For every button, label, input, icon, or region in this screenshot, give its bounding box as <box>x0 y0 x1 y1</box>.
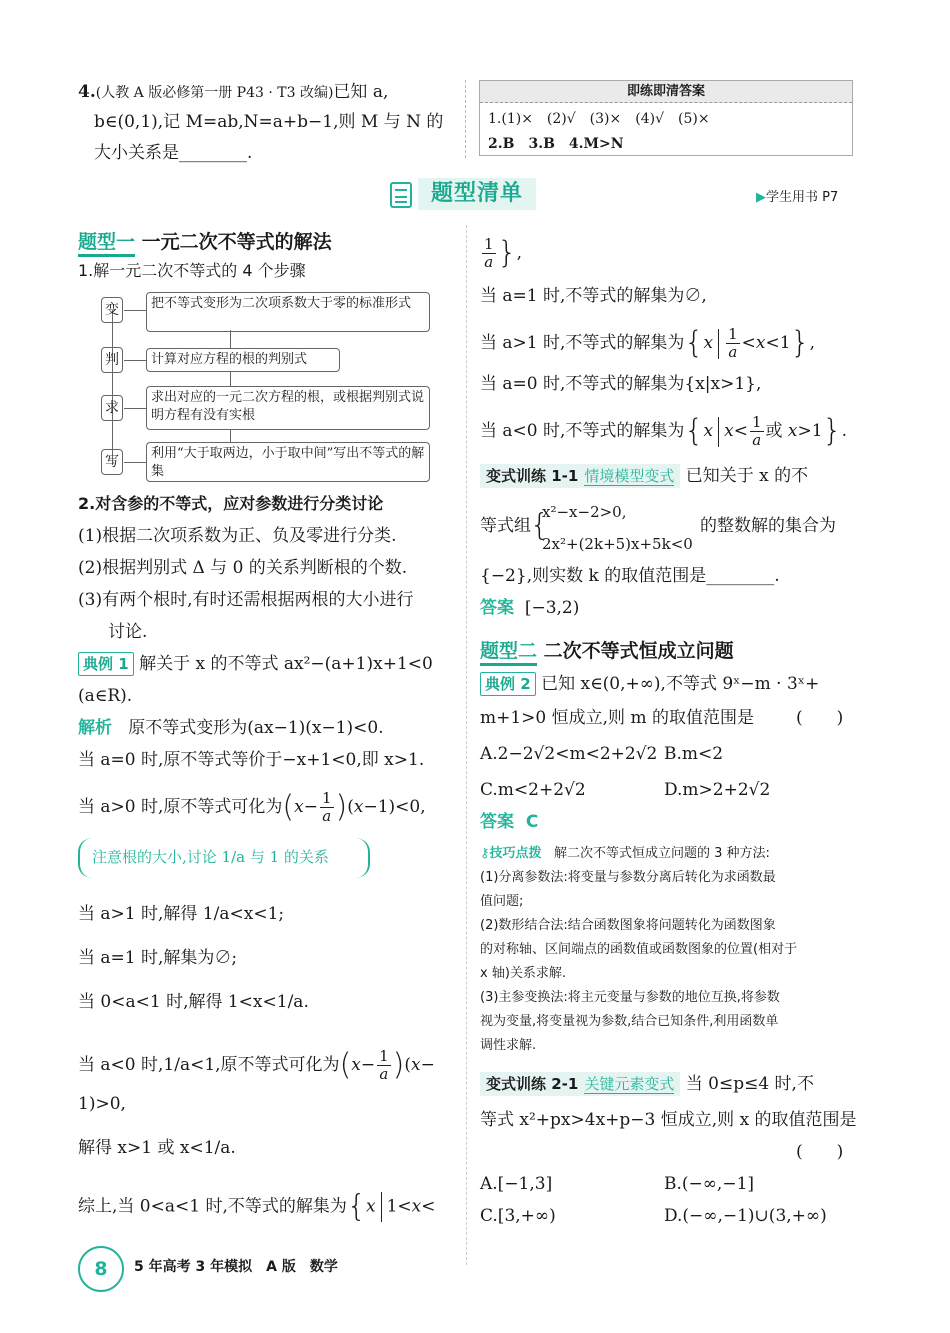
param-item-2: (2)根据判别式 Δ 与 0 的关系判断根的个数. <box>78 558 408 578</box>
v11-label: 变式训练 1-1 情境模型变式 <box>480 464 680 488</box>
ex1-case-aneg-cont: 1)>0, <box>78 1094 126 1114</box>
flow-step-3: 求出对应的一元二次方程的根，或根据判别式说明方程有没有实根 <box>146 386 430 430</box>
right-case-a1: 当 a=1 时,不等式的解集为∅, <box>480 286 707 306</box>
ex1-case-a1: 当 a=1 时,解集为∅; <box>78 948 238 968</box>
tips-line6: (3)主参变换法:将主元变量与参数的地位互换,将参数 <box>480 990 780 1005</box>
tips-line0: ⚷技巧点拨 解二次不等式恒成立问题的 3 种方法: <box>480 846 770 861</box>
tips-line3: (2)数形结合法:结合函数图象将问题转化为函数图象 <box>480 918 776 933</box>
right-case-a0: 当 a=0 时,不等式的解集为{x|x>1}, <box>480 374 762 394</box>
tips-line5: x 轴)关系求解. <box>480 966 567 981</box>
flow-key-2: 判 <box>101 347 123 373</box>
note-bubble <box>78 838 370 878</box>
tips-line7: 视为变量,将变量视为参数,结合已知条件,利用函数单 <box>480 1014 779 1029</box>
q4-line3: 大小关系是________. <box>94 143 253 163</box>
key-icon: ⚷ <box>480 846 490 861</box>
v11-line2-end: 的整数解的集合为 <box>700 516 836 536</box>
ex1-summary-cont: $\frac{1}{a}$ }, <box>484 235 523 271</box>
ex2-option-a[interactable]: A.2−2√2<m<2+2√2 <box>480 744 658 764</box>
right-case-aneg: 当 a<0 时,不等式的解集为{x x< $\frac{1}{a}$ 或 x>1}. <box>480 413 848 449</box>
ex1-summary: 综上,当 0<a<1 时,不等式的解集为{x 1<x< <box>78 1189 436 1224</box>
v21-line1: 变式训练 2-1 关键元素变式 当 0≤p≤4 时,不 <box>480 1072 814 1096</box>
footer-title: 5 年高考 3 年模拟 A 版 数学 <box>134 1259 338 1275</box>
v11-line2: 等式组 <box>480 516 531 536</box>
tips-line4: 的对称轴、区间端点的函数值或函数图象的位置(相对于 <box>480 942 798 957</box>
v11-answer: 答案 [−3,2) <box>480 598 580 618</box>
v21-line2: 等式 x²+px>4x+p−3 恒成立,则 x 的取值范围是 <box>480 1110 857 1130</box>
v21-option-a[interactable]: A.[−1,3] <box>480 1174 553 1194</box>
flow-key-4: 写 <box>101 449 123 475</box>
right-case-agt1: 当 a>1 时,不等式的解集为{x $\frac{1}{a}$ <x<1}, <box>480 325 816 361</box>
tips-line2: 值问题; <box>480 894 524 909</box>
page-number-circle <box>78 1246 124 1292</box>
v21-option-d[interactable]: D.(−∞,−1)∪(3,+∞) <box>664 1206 827 1226</box>
page-number: 8 <box>94 1258 108 1280</box>
q4-line2: b∈(0,1),记 M=ab,N=a+b−1,则 M 与 N 的 <box>94 112 444 132</box>
param-item-3: (3)有两个根时,有时还需根据两根的大小进行 <box>78 590 414 610</box>
column-divider-2 <box>466 225 467 1265</box>
ex2-answer: 答案 C <box>480 812 539 832</box>
v11-line1: 变式训练 1-1 情境模型变式 已知关于 x 的不 <box>480 464 808 488</box>
ex1-case-a0: 当 a=0 时,原不等式等价于−x+1<0,即 x>1. <box>78 750 425 770</box>
flow-step-4: 利用“大于取两边，小于取中间”写出不等式的解集 <box>146 442 430 482</box>
type2-header: 题型二 二次不等式恒成立问题 <box>480 636 734 663</box>
flow-key-1: 变 <box>101 297 123 323</box>
ex1-case-a01: 当 0<a<1 时,解得 1<x<1/a. <box>78 992 309 1012</box>
ex1-case-apos: 当 a>0 时,原不等式可化为(x− $\frac{1}{a}$ )(x−1)<0, <box>78 789 426 825</box>
notepad-icon <box>390 182 412 208</box>
param-title: 2.对含参的不等式，应对参数进行分类讨论 <box>78 494 384 513</box>
arrow-right-icon: ▶ <box>756 190 766 205</box>
v21-paren: ( ) <box>796 1142 844 1162</box>
ex1-case-agt1: 当 a>1 时,解得 1/a<x<1; <box>78 904 285 924</box>
answer-row-2: 2.B 3.B 4.M>N <box>488 136 624 152</box>
type1-header: 题型一 一元二次不等式的解法 <box>78 227 332 254</box>
ex1-solution-start: 解析 原不等式变形为(ax−1)(x−1)<0. <box>78 718 384 738</box>
ex2-option-b[interactable]: B.m<2 <box>664 744 724 764</box>
ex1-question-line1: 典例 1 解关于 x 的不等式 ax²−(a+1)x+1<0 <box>78 652 433 676</box>
v11-system-2: 2x²+(2k+5)x+5k<0 <box>542 535 693 553</box>
ex1-case-aneg-solve: 解得 x>1 或 x<1/a. <box>78 1138 236 1158</box>
student-book-ref: ▶学生用书 P7 <box>756 190 839 205</box>
ex1-question-line2: (a∈R). <box>78 686 133 706</box>
ex2-question-line2: m+1>0 恒成立,则 m 的取值范围是 <box>480 708 754 728</box>
ex2-option-c[interactable]: C.m<2+2√2 <box>480 780 586 800</box>
ex2-label: 典例 2 <box>480 672 536 696</box>
flow-key-3: 求 <box>101 395 123 421</box>
steps-title: 1.解一元二次不等式的 4 个步骤 <box>78 261 306 280</box>
answer-box <box>479 80 853 156</box>
answer-row-1: 1.(1)× (2)√ (3)× (4)√ (5)× <box>488 111 710 127</box>
q4-line1: 4.(人教 A 版必修第一册 P43 · T3 改编)已知 a, <box>78 82 389 102</box>
v21-option-b[interactable]: B.(−∞,−1] <box>664 1174 755 1194</box>
param-item-4: 讨论. <box>108 622 148 642</box>
v11-system-1: x²−x−2>0, <box>542 503 627 521</box>
ex1-label: 典例 1 <box>78 652 134 676</box>
answer-box-header: 即练即清答案 <box>480 81 852 103</box>
section-banner-title: 题型清单 <box>418 178 536 210</box>
section-banner <box>390 178 540 210</box>
param-item-1: (1)根据二次项系数为正、负及零进行分类. <box>78 526 397 546</box>
ex2-option-d[interactable]: D.m>2+2√2 <box>664 780 771 800</box>
tips-line1: (1)分离参数法:将变量与参数分离后转化为求函数最 <box>480 870 776 885</box>
v21-option-c[interactable]: C.[3,+∞) <box>480 1206 556 1226</box>
v11-line3: {−2},则实数 k 的取值范围是________. <box>480 566 780 586</box>
flow-step-2: 计算对应方程的根的判别式 <box>146 348 340 372</box>
ex2-question-line1: 典例 2 已知 x∈(0,+∞),不等式 9ˣ−m · 3ˣ+ <box>480 672 819 696</box>
ex2-paren: ( ) <box>796 708 844 728</box>
v11-system-brace: { <box>530 508 550 543</box>
tips-line8: 调性求解. <box>480 1038 537 1053</box>
v21-label: 变式训练 2-1 关键元素变式 <box>480 1072 680 1096</box>
column-divider <box>465 80 466 158</box>
ex1-case-aneg: 当 a<0 时,1/a<1,原不等式可化为(x− $\frac{1}{a}$ )(x− <box>78 1047 435 1083</box>
note-text: 注意根的大小,讨论 1/a 与 1 的关系 <box>92 848 329 866</box>
flow-step-1: 把不等式变形为二次项系数大于零的标准形式 <box>146 292 430 332</box>
